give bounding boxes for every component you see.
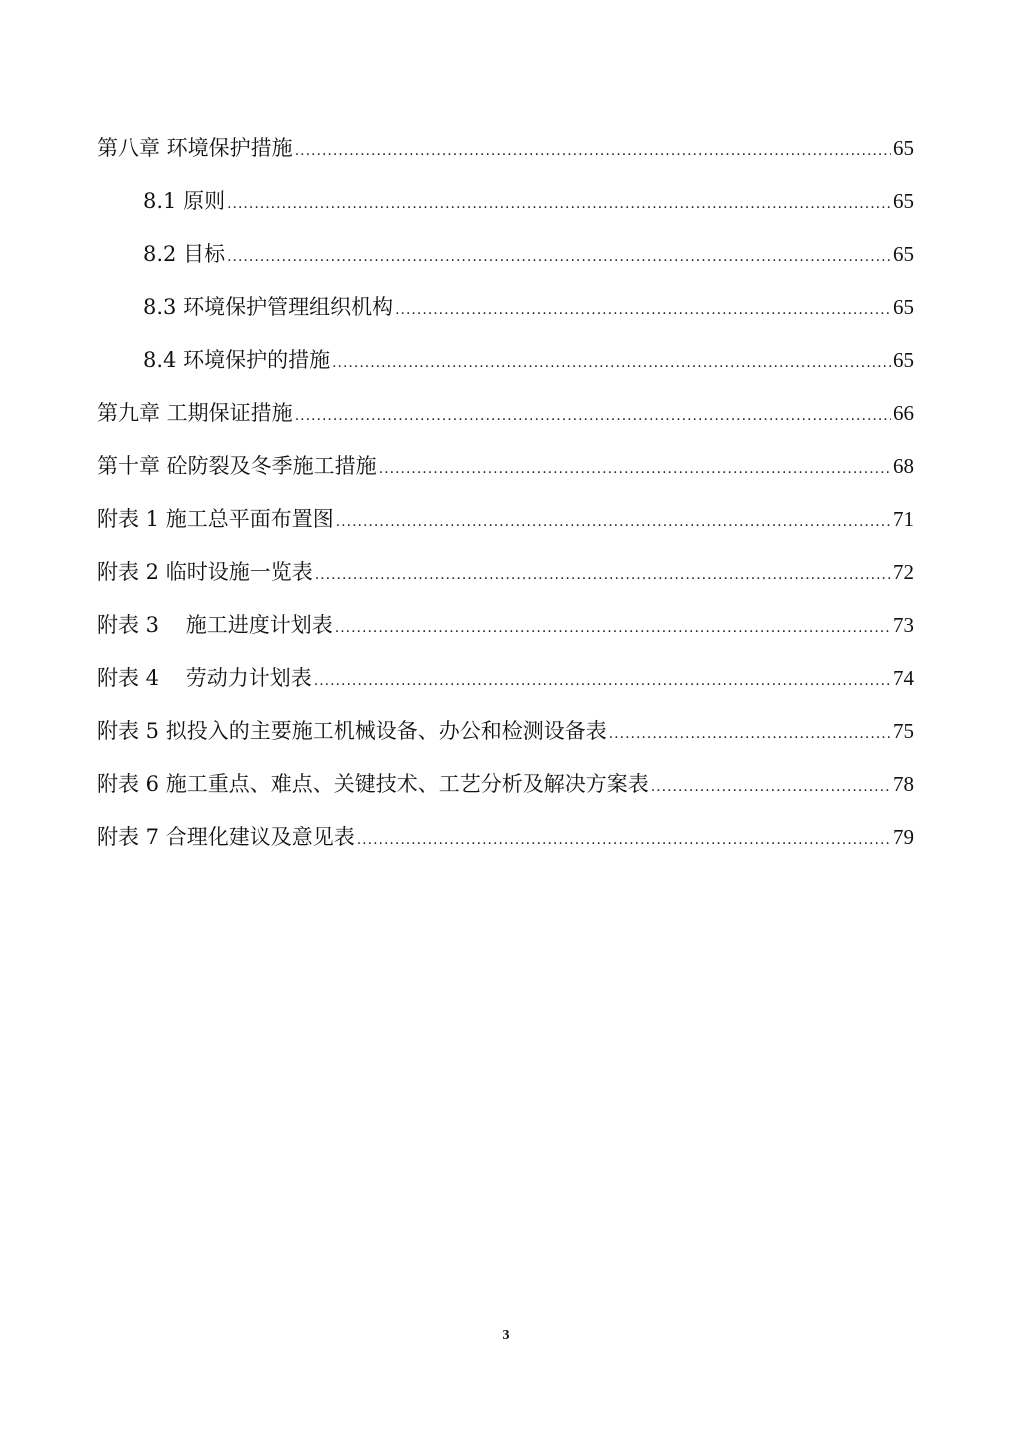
toc-entry-page: 66 bbox=[893, 401, 914, 425]
toc-entry-appendix-6[interactable] bbox=[97, 762, 914, 815]
toc-entry-8-3[interactable] bbox=[97, 285, 914, 338]
toc-entry-page: 68 bbox=[893, 454, 914, 478]
dot-leader bbox=[379, 447, 891, 491]
dot-leader bbox=[609, 712, 891, 756]
dot-leader bbox=[335, 606, 891, 650]
toc-entry-page: 73 bbox=[893, 613, 914, 637]
toc-entry-title: 附表 2 临时设施一览表 bbox=[97, 560, 313, 584]
dot-leader bbox=[295, 129, 891, 173]
toc-entry-page: 65 bbox=[893, 295, 914, 319]
toc-entry-title: 第八章 环境保护措施 bbox=[97, 136, 293, 160]
toc-entry-title: 8.4 环境保护的措施 bbox=[143, 348, 331, 372]
toc-entry-page: 75 bbox=[893, 719, 914, 743]
toc-entry-title: 附表 5 拟投入的主要施工机械设备、办公和检测设备表 bbox=[97, 719, 607, 743]
toc-entry-title: 8.1 原则 bbox=[143, 189, 226, 213]
toc-entry-title: 8.3 环境保护管理组织机构 bbox=[143, 295, 394, 319]
toc-entry-page: 65 bbox=[893, 348, 914, 372]
toc-entry-page: 72 bbox=[893, 560, 914, 584]
toc-entry-title: 第十章 砼防裂及冬季施工措施 bbox=[97, 454, 377, 478]
toc-entry-appendix-5[interactable] bbox=[97, 709, 914, 762]
toc-entry-page: 78 bbox=[893, 772, 914, 796]
toc-entry-appendix-1[interactable] bbox=[97, 497, 914, 550]
dot-leader bbox=[332, 341, 891, 385]
toc-entry-title: 附表 7 合理化建议及意见表 bbox=[97, 825, 355, 849]
toc-entry-page: 74 bbox=[893, 666, 914, 690]
dot-leader bbox=[314, 659, 891, 703]
dot-leader bbox=[227, 235, 891, 279]
toc-entry-8-4[interactable] bbox=[97, 338, 914, 391]
toc-entry-page: 65 bbox=[893, 189, 914, 213]
toc-entry-8-2[interactable] bbox=[97, 232, 914, 285]
toc-entry-title: 附表 3 施工进度计划表 bbox=[97, 613, 333, 637]
toc-entry-title: 附表 1 施工总平面布置图 bbox=[97, 507, 334, 531]
toc-entry-appendix-4[interactable] bbox=[97, 656, 914, 709]
toc-entry-8-1[interactable] bbox=[97, 179, 914, 232]
toc-entry-title: 第九章 工期保证措施 bbox=[97, 401, 293, 425]
table-of-contents bbox=[97, 126, 914, 868]
toc-entry-appendix-7[interactable] bbox=[97, 815, 914, 868]
toc-entry-title: 8.2 目标 bbox=[143, 242, 226, 266]
toc-entry-page: 65 bbox=[893, 136, 914, 160]
dot-leader bbox=[336, 500, 891, 544]
dot-leader bbox=[651, 765, 891, 809]
toc-entry-title: 附表 6 施工重点、难点、关键技术、工艺分析及解决方案表 bbox=[97, 772, 649, 796]
toc-entry-title: 附表 4 劳动力计划表 bbox=[97, 666, 312, 690]
dot-leader bbox=[315, 553, 891, 597]
dot-leader bbox=[295, 394, 891, 438]
toc-entry-chapter-10[interactable] bbox=[97, 444, 914, 497]
toc-entry-page: 65 bbox=[893, 242, 914, 266]
toc-entry-chapter-9[interactable] bbox=[97, 391, 914, 444]
dot-leader bbox=[357, 818, 891, 862]
dot-leader bbox=[395, 288, 891, 332]
toc-entry-page: 71 bbox=[893, 507, 914, 531]
toc-entry-appendix-2[interactable] bbox=[97, 550, 914, 603]
toc-entry-page: 79 bbox=[893, 825, 914, 849]
toc-entry-chapter-8[interactable] bbox=[97, 126, 914, 179]
page-number: 3 bbox=[502, 1328, 510, 1343]
toc-entry-appendix-3[interactable] bbox=[97, 603, 914, 656]
dot-leader bbox=[227, 182, 891, 226]
